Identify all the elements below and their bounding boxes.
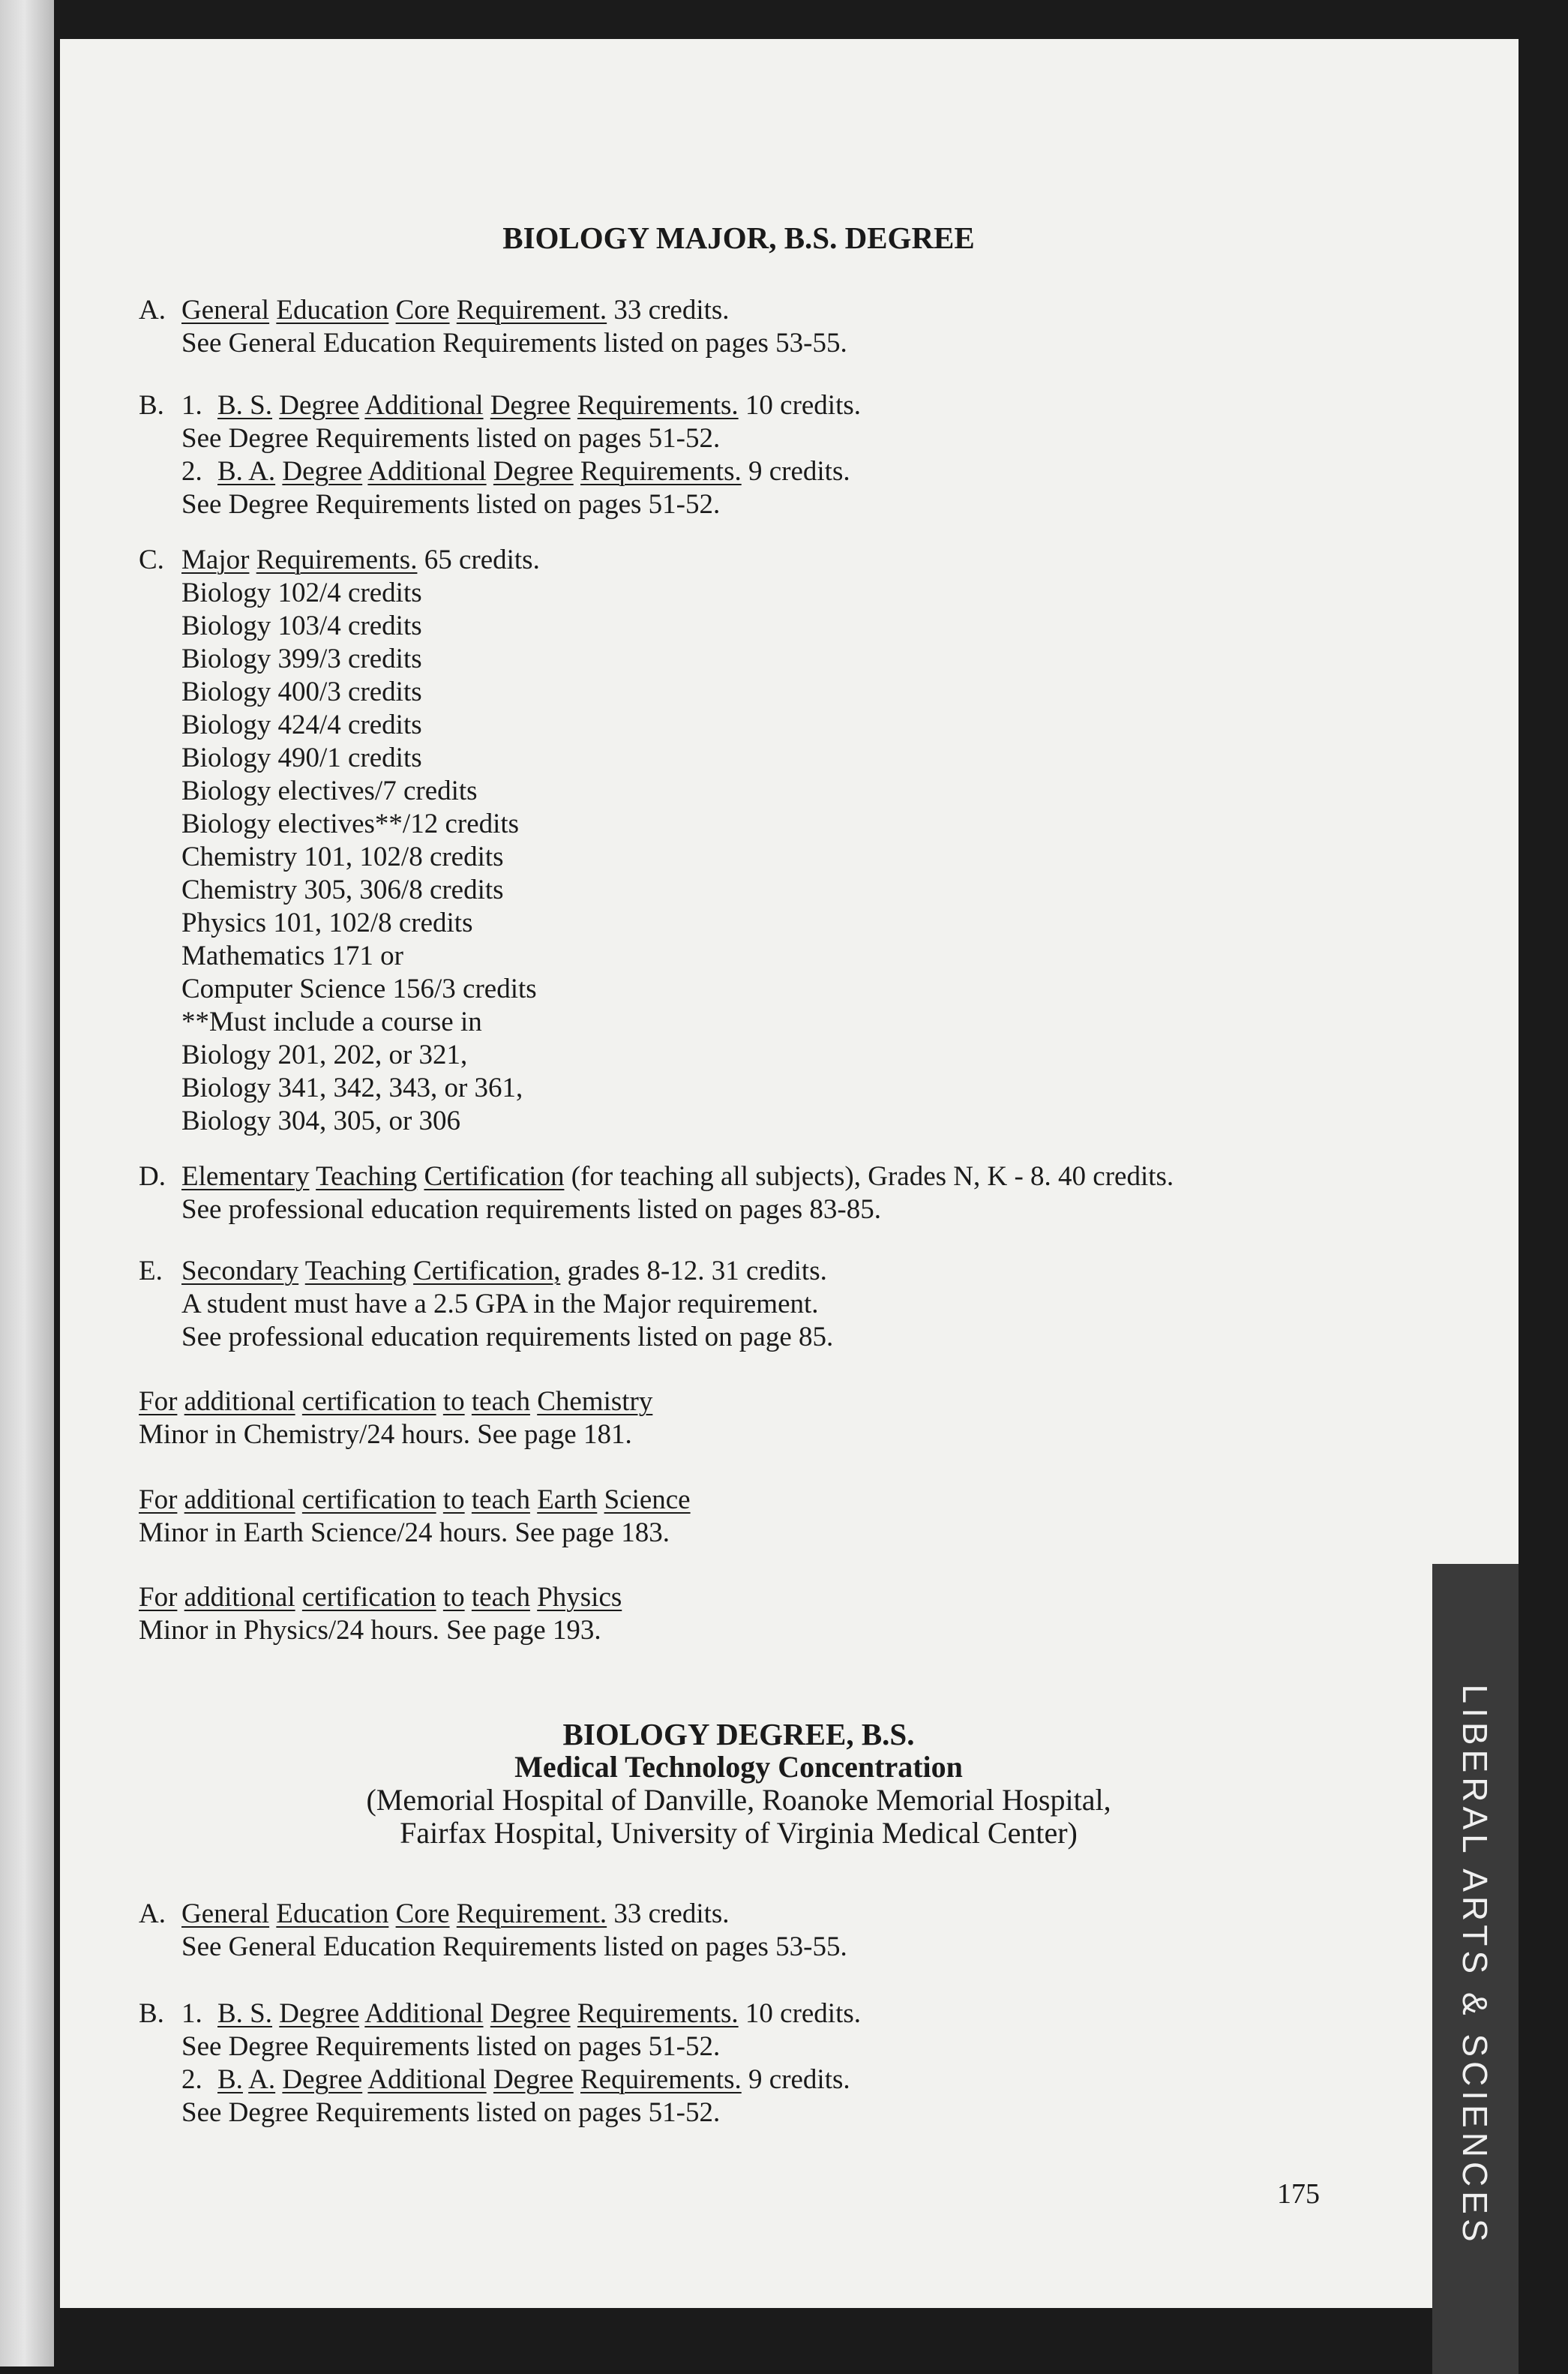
course-line: Biology 424/4 credits: [181, 710, 422, 740]
requirement-d: D. Elementary Teaching Certification (for teaching all subjects), Grades N, K - 8. 40 credits. See professional education requirements listed on pages 83-85.: [139, 1161, 1174, 1225]
course-line: Biology electives/7 credits: [181, 776, 478, 806]
facing-page-edge: [0, 0, 54, 2366]
hospitals-line: (Memorial Hospital of Danville, Roanoke Memorial Hospital,: [366, 1783, 1111, 1817]
hospitals-line: Fairfax Hospital, University of Virginia Medical Center): [400, 1816, 1078, 1850]
course-line: Biology 399/3 credits: [181, 644, 422, 674]
course-line: Biology 341, 342, 343, or 361,: [181, 1073, 523, 1103]
course-line: Computer Science 156/3 credits: [181, 974, 537, 1004]
page-number: 175: [1277, 2178, 1320, 2210]
course-line: Mathematics 171 or: [181, 941, 403, 971]
section-title: BIOLOGY MAJOR, B.S. DEGREE: [502, 221, 975, 255]
requirement-a: A. General Education Core Requirement. 33 credits. See General Education Requirements listed on pages 53-55.: [139, 1898, 847, 1962]
section-subtitle: Medical Technology Concentration: [514, 1750, 963, 1784]
course-line: **Must include a course in: [181, 1007, 482, 1037]
course-line: Biology 400/3 credits: [181, 677, 422, 707]
course-line: Biology 102/4 credits: [181, 578, 422, 608]
requirement-b: B. 1. B. S. Degree Additional Degree Requirements. 10 credits. See Degree Requirements listed on pages 51-52. 2. B. A. Degree Additional Degree Requirements. 9 credits. See Degree Requirements listed on pages 51-52.: [139, 390, 862, 520]
course-line: Chemistry 305, 306/8 credits: [181, 875, 504, 905]
course-line: Physics 101, 102/8 credits: [181, 908, 473, 938]
course-line: Biology 201, 202, or 321,: [181, 1040, 468, 1070]
section-title: BIOLOGY DEGREE, B.S.: [562, 1717, 915, 1751]
course-line: Biology electives**/12 credits: [181, 809, 520, 839]
requirement-a: A. General Education Core Requirement. 33 credits. See General Education Requirements listed on pages 53-55.: [139, 294, 1339, 360]
additional-certification-earth-science: For additional certification to teach Earth Science Minor in Earth Science/24 hours. See page 183.: [139, 1484, 691, 1548]
requirement-b: B. 1. B. S. Degree Additional Degree Requirements. 10 credits. See Degree Requirements listed on pages 51-52. 2. B. A. Degree Additional Degree Requirements. 9 credits. See Degree Requirements listed on pages 51-52.: [139, 1998, 862, 2128]
item-label: A.: [139, 295, 166, 326]
course-line: Chemistry 101, 102/8 credits: [181, 842, 504, 872]
requirement-note: See General Education Requirements listed on pages 53-55.: [181, 328, 847, 359]
additional-certification-physics: For additional certification to teach Physics Minor in Physics/24 hours. See page 193.: [139, 1582, 622, 1646]
section2-header: [139, 1718, 1339, 1850]
requirement-e: E. Secondary Teaching Certification, grades 8-12. 31 credits. A student must have a 2.5 GPA in the Major requirement. See professional education requirements listed on page 85.: [139, 1256, 834, 1352]
course-line: Biology 304, 305, or 306: [181, 1106, 461, 1136]
side-tab-label: LIBERAL ARTS & SCIENCES: [1456, 1684, 1495, 2246]
course-line: Biology 490/1 credits: [181, 743, 422, 773]
additional-certification-chemistry: For additional certification to teach Chemistry Minor in Chemistry/24 hours. See page 181.: [139, 1386, 653, 1450]
course-line: Biology 103/4 credits: [181, 611, 422, 641]
requirement-c: C. Major Requirements. 65 credits. Biology 102/4 credits Biology 103/4 credits Biology 399/3 credits Biology 400/3 credits Biology 424/4 credits Biology 490/1 credits Biology electives/7 credits Biology electives**/12 credits Chemistry 101, 102/8 credits Chemistry 305, 306/8 credits Physics 101, 102/8 credits Mathematics 171 or Computer Science 156/3 credits **Must include a course in Biology 201, 202, or 321, Biology 341, 342, 343, or 361, Biology 304, 305, or 306: [139, 544, 1339, 1138]
